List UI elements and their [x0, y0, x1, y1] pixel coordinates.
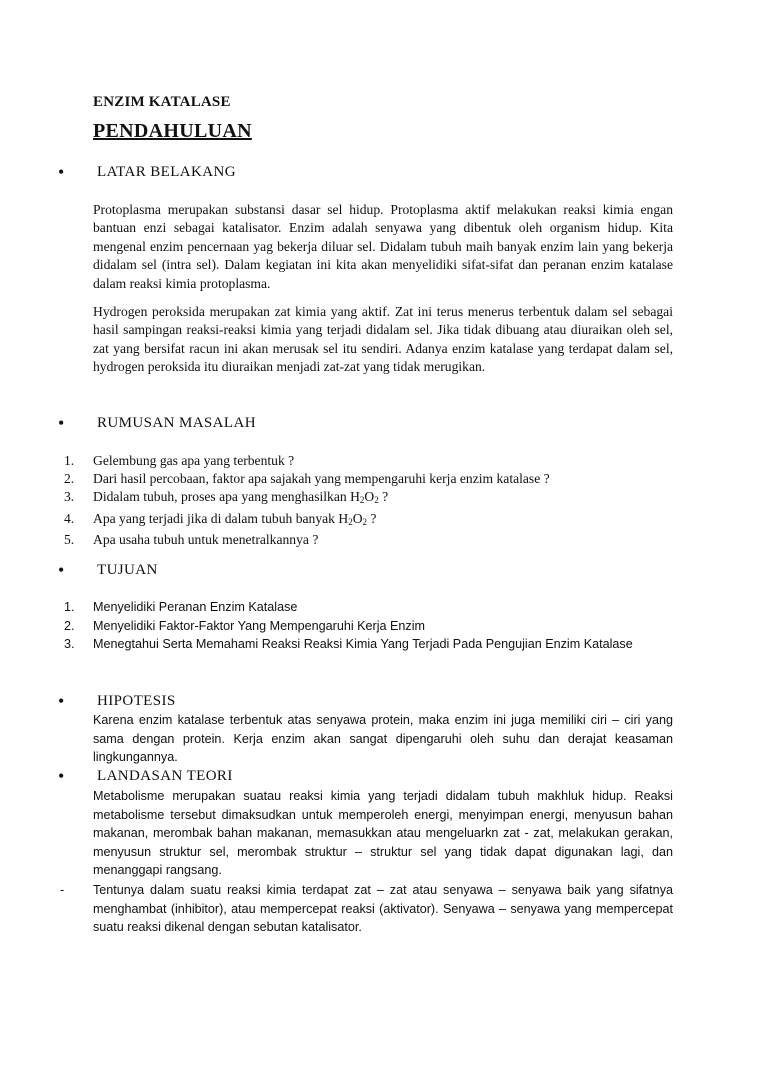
- section-label: HIPOTESIS: [97, 693, 176, 709]
- section-label: LATAR BELAKANG: [97, 164, 236, 180]
- list-item: 1. Gelembung gas apa yang terbentuk ?: [64, 453, 295, 468]
- section-label: RUMUSAN MASALAH: [97, 415, 256, 431]
- section-label: TUJUAN: [97, 562, 158, 578]
- section-label: LANDASAN TEORI: [97, 768, 233, 784]
- bullet-marker: •: [58, 560, 65, 580]
- bullet-marker: •: [58, 691, 65, 711]
- document-title: ENZIM KATALASE: [93, 94, 231, 110]
- list-item: 1. Menyelidiki Peranan Enzim Katalase: [64, 600, 298, 614]
- paragraph-latar-belakang-2: Hydrogen peroksida merupakan zat kimia yang aktif. Zat ini terus menerus terbentuk dalam sel sebagai hasil sampingan reaksi-reaksi kimia yang terjadi didalam sel. Jika tidak dibuang atau diuraikan oleh sel, zat yang bersifat racun ini akan merusak sel itu sendiri. Adanya enzim katalase yang terdapat dalam sel, hydrogen peroksida itu diuraikan menjadi zat-zat yang tidak merugikan.: [93, 304, 673, 375]
- dash-marker: -: [60, 883, 65, 897]
- paragraph-landasan-teori: Metabolisme merupakan suatau reaksi kimia yang terjadi didalam tubuh makhluk hidup. Reaksi metabolisme tersebut dimaksudkan untuk memperoleh energi, menyimpan energi, menyusun bahan makanan, merombak bahan makanan, memasukkan atau mengeluarkn zat - zat, melakukan gerakan, menyusun struktur sel, merombak struktur – struktur sel yang tidak dapat digunakan lagi, dan menanggapi rangsang.: [93, 789, 673, 878]
- section-heading-pendahuluan: PENDAHULUAN: [93, 120, 252, 142]
- bullet-marker: •: [58, 162, 65, 182]
- list-item: 3. Didalam tubuh, proses apa yang menghasilkan $H_2O_2$ ?: [64, 489, 389, 506]
- list-item: 2. Dari hasil percobaan, faktor apa sajakah yang mempengaruhi kerja enzim katalase ?: [64, 471, 550, 487]
- rumusan-masalah-list: [64, 452, 676, 549]
- list-item: 3. Menegtahui Serta Memahami Reaksi Reaksi Kimia Yang Terjadi Pada Pengujian Enzim Katalase: [64, 637, 633, 652]
- bullet-marker: •: [58, 766, 65, 786]
- list-item: 2. Menyelidiki Faktor-Faktor Yang Mempengaruhi Kerja Enzim: [64, 618, 426, 633]
- dash-list-item: [60, 881, 673, 937]
- list-item: 4. Apa yang terjadi jika di dalam tubuh banyak $H_2O_2$ ?: [64, 510, 377, 527]
- paragraph-hipotesis: Karena enzim katalase terbentuk atas senyawa protein, maka enzim ini juga memiliki ciri – ciri yang sama dengan protein. Kerja enzim akan sangat dipengaruhi oleh suhu dan derajat keasaman lingkungannya.: [93, 713, 673, 765]
- paragraph-latar-belakang-1: Protoplasma merupakan substansi dasar sel hidup. Protoplasma aktif melakukan reaksi kimia engan bantuan enzi sebagai katalisator. Enzim adalah senyawa yang dibentuk oleh organism hidup. Kita mengenal enzim pencernaan yag bekerja diluar sel. Didalam tubuh maih banyak enzim lain yang bekerja didalam sel (intra sel). Dalam kegiatan ini kita akan menyelidiki sifat-sifat dan peranan enzim katalase dalam reaksi kimia protoplasma.: [93, 202, 673, 291]
- dash-item-text: Tentunya dalam suatu reaksi kimia terdapat zat – zat atau senyawa – senyawa baik yang sifatnya menghambat (inhibitor), atau mempercepat reaksi (aktivator). Senyawa – senyawa yang mempercepat suatu reaksi dikenal dengan sebutan katalisator.: [93, 883, 673, 935]
- list-item: 5. Apa usaha tubuh untuk menetralkannya ?: [64, 531, 319, 547]
- tujuan-list: [64, 598, 676, 654]
- bullet-marker: •: [58, 413, 65, 433]
